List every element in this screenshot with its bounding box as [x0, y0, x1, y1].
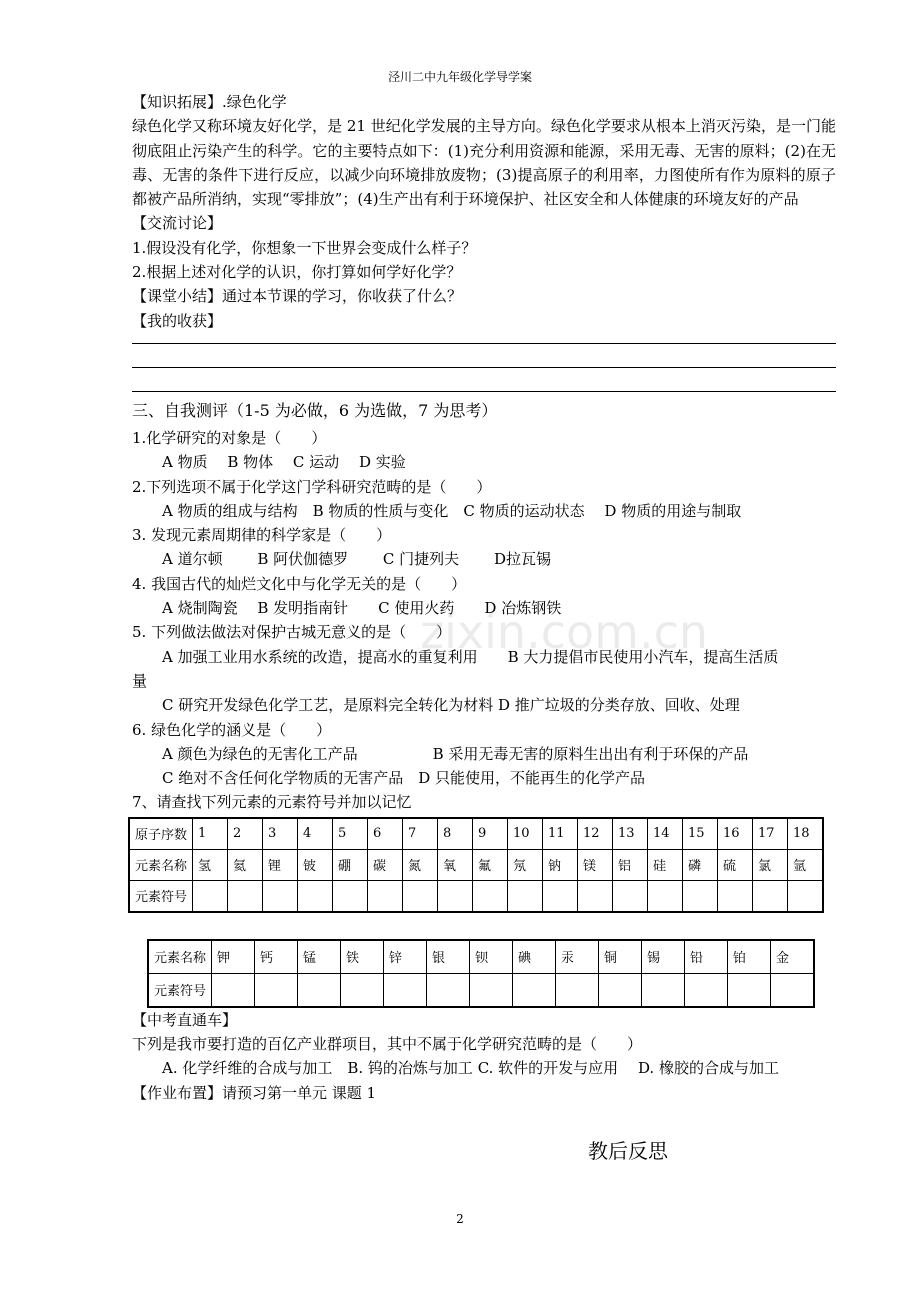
element-symbol-input-cell[interactable]	[685, 973, 728, 1007]
page-header: 泾川二中九年级化学导学案	[387, 70, 532, 84]
element-name-cell: 金	[771, 940, 815, 974]
element-symbol-input-cell[interactable]	[683, 880, 718, 912]
element-symbol-input-cell[interactable]	[255, 973, 298, 1007]
summary: 【课堂小结】通过本节课的学习，你收获了什么？	[132, 287, 463, 306]
knowledge-text: 绿色化学又称环境友好化学，是 21 世纪化学发展的主导方向。绿色化学要求从根本上消灭污染，是一门能彻底阻止污染产生的科学。它的主要特点如下：(1)充分利用资源和能源，采用无毒、无害的原料；(2)在无毒、无害的条件下进行反应，以减少向环境排放废物；(3)提高原子的利用率，力图使所有作为原料的原子都被产品所消纳，实现“零排放”；(4)生产出有利于环境保护、社区安全和人体健康的环境友好的产品	[132, 117, 836, 209]
question-2: 2.下列选项不属于化学这门学科研究范畴的是（ ）	[132, 477, 492, 496]
header-element-name: 元素名称	[129, 849, 193, 880]
exam-options: A. 化学纤维的合成与加工 B. 钨的冶炼与加工 C. 软件的开发与应用 D. 橡胶的合成与加工	[162, 1059, 779, 1078]
element-symbol-input-cell[interactable]	[599, 973, 642, 1007]
question-1: 1.化学研究的对象是（ ）	[132, 428, 327, 447]
element-name-cell: 氩	[788, 849, 824, 880]
element-name-cell: 磷	[683, 849, 718, 880]
element-name-cell: 氮	[403, 849, 438, 880]
exam-title: 【中考直通车】	[132, 1010, 238, 1029]
element-symbol-input-cell[interactable]	[771, 973, 815, 1007]
element-symbol-input-cell[interactable]	[263, 880, 298, 912]
element-name-cell: 氢	[193, 849, 228, 880]
element-name-cell: 镁	[578, 849, 613, 880]
element-symbol-input-cell[interactable]	[333, 880, 368, 912]
discussion-q1: 1.假设没有化学，你想象一下世界会变成什么样子？	[132, 238, 477, 257]
element-symbol-input-cell[interactable]	[368, 880, 403, 912]
question-6-options-a-b: A 颜色为绿色的无害化工产品 B 采用无毒无害的原料生出出有利于环保的产品	[162, 744, 749, 763]
element-symbol-input-cell[interactable]	[473, 880, 508, 912]
atomic-number-cell: 13	[613, 818, 648, 850]
test-title: 三、自我测评（1-5 为必做，6 为选做，7 为思考）	[132, 400, 498, 420]
element-symbol-input-cell[interactable]	[470, 973, 513, 1007]
question-4-options: A 烧制陶瓷 B 发明指南针 C 使用火药 D 冶炼钢铁	[162, 599, 562, 618]
element-symbol-input-cell[interactable]	[543, 880, 578, 912]
element-name-cell: 铜	[599, 940, 642, 974]
element-symbol-input-cell[interactable]	[193, 880, 228, 912]
question-5-options-c-d: C 研究开发绿色化学工艺，是原料完全转化为材料 D 推广垃圾的分类存放、回收、处理	[162, 696, 740, 715]
atomic-number-cell: 1	[193, 818, 228, 850]
element-name-cell: 钙	[255, 940, 298, 974]
element-name-cell: 铂	[728, 940, 771, 974]
element-symbol-input-cell[interactable]	[513, 973, 556, 1007]
atomic-number-cell: 6	[368, 818, 403, 850]
header-element-name: 元素名称	[148, 940, 212, 974]
element-name-cell: 碘	[513, 940, 556, 974]
element-name-cell: 硅	[648, 849, 683, 880]
element-symbol-input-cell[interactable]	[508, 880, 543, 912]
page-number: 2	[456, 1212, 464, 1226]
element-symbol-input-cell[interactable]	[384, 973, 427, 1007]
atomic-number-cell: 12	[578, 818, 613, 850]
header-element-symbol: 元素符号	[129, 880, 193, 912]
element-name-cell: 氧	[438, 849, 473, 880]
element-symbol-input-cell[interactable]	[298, 880, 333, 912]
question-6-options-c-d: C 绝对不含任何化学物质的无害产品 D 只能使用，不能再生的化学产品	[162, 769, 646, 788]
element-name-cell: 锡	[642, 940, 685, 974]
watermark: zixin.com.cn	[420, 605, 709, 659]
atomic-number-cell: 10	[508, 818, 543, 850]
question-3-options: A 道尔顿 B 阿伏伽德罗 C 门捷列夫 D拉瓦锡	[162, 550, 551, 569]
element-name-cell: 氦	[228, 849, 263, 880]
element-name-cell: 钡	[470, 940, 513, 974]
question-2-options: A 物质的组成与结构 B 物质的性质与变化 C 物质的运动状态 D 物质的用途与制取	[162, 501, 742, 520]
element-name-cell: 氟	[473, 849, 508, 880]
header-atomic-number: 原子序数	[129, 818, 193, 850]
discussion-title: 【交流讨论】	[132, 214, 223, 233]
atomic-number-cell: 2	[228, 818, 263, 850]
element-name-cell: 氖	[508, 849, 543, 880]
atomic-number-cell: 16	[718, 818, 753, 850]
answer-lines[interactable]	[132, 343, 836, 396]
harvest-title: 【我的收获】	[132, 311, 223, 330]
element-name-cell: 铅	[685, 940, 728, 974]
knowledge-title: 【知识拓展】.绿色化学	[132, 93, 287, 111]
element-symbol-input-cell[interactable]	[341, 973, 384, 1007]
element-name-cell: 铍	[298, 849, 333, 880]
atomic-number-cell: 11	[543, 818, 578, 850]
element-name-cell: 硼	[333, 849, 368, 880]
atomic-number-cell: 8	[438, 818, 473, 850]
element-symbol-input-cell[interactable]	[728, 973, 771, 1007]
element-name-cell: 锰	[298, 940, 341, 974]
element-symbol-input-cell[interactable]	[556, 973, 599, 1007]
element-name-cell: 硫	[718, 849, 753, 880]
element-symbol-input-cell[interactable]	[788, 880, 824, 912]
element-symbol-input-cell[interactable]	[648, 880, 683, 912]
question-1-options: A 物质 B 物体 C 运动 D 实验	[162, 453, 406, 472]
question-5-options-wrap: 量	[132, 671, 148, 690]
atomic-number-cell: 7	[403, 818, 438, 850]
question-3: 3. 发现元素周期律的科学家是（ ）	[132, 526, 392, 545]
atomic-number-cell: 3	[263, 818, 298, 850]
element-name-cell: 碳	[368, 849, 403, 880]
atomic-number-cell: 17	[753, 818, 788, 850]
element-name-cell: 锂	[263, 849, 298, 880]
exam-question: 下列是我市要打造的百亿产业群项目，其中不属于化学研究范畴的是（ ）	[132, 1035, 643, 1054]
atomic-number-cell: 14	[648, 818, 683, 850]
element-symbol-input-cell[interactable]	[403, 880, 438, 912]
reflection-title: 教后反思	[588, 1139, 668, 1163]
element-table-2	[147, 939, 815, 1008]
element-name-cell: 氯	[753, 849, 788, 880]
homework: 【作业布置】请预习第一单元 课题 1	[132, 1083, 377, 1102]
element-symbol-input-cell[interactable]	[438, 880, 473, 912]
element-table-1	[128, 817, 824, 913]
element-symbol-input-cell[interactable]	[718, 880, 753, 912]
element-name-cell: 铝	[613, 849, 648, 880]
element-name-cell: 银	[427, 940, 470, 974]
element-symbol-input-cell[interactable]	[613, 880, 648, 912]
element-symbol-input-cell[interactable]	[578, 880, 613, 912]
question-6: 6. 绿色化学的涵义是（ ）	[132, 720, 332, 739]
header-element-symbol: 元素符号	[148, 973, 212, 1007]
element-name-cell: 锌	[384, 940, 427, 974]
element-symbol-input-cell[interactable]	[642, 973, 685, 1007]
question-4: 4. 我国古代的灿烂文化中与化学无关的是（ ）	[132, 574, 467, 593]
question-5: 5. 下列做法做法对保护古城无意义的是（ ）	[132, 623, 452, 642]
element-symbol-input-cell[interactable]	[212, 973, 255, 1007]
atomic-number-cell: 9	[473, 818, 508, 850]
discussion-q2: 2.根据上述对化学的认识，你打算如何学好化学？	[132, 263, 462, 282]
question-7: 7、请查找下列元素的元素符号并加以记忆	[132, 793, 412, 812]
element-symbol-input-cell[interactable]	[753, 880, 788, 912]
atomic-number-cell: 15	[683, 818, 718, 850]
element-symbol-input-cell[interactable]	[228, 880, 263, 912]
element-name-cell: 铁	[341, 940, 384, 974]
element-name-cell: 钾	[212, 940, 255, 974]
element-name-cell: 汞	[556, 940, 599, 974]
question-5-options-a-b: A 加强工业用水系统的改造，提高水的重复利用 B 大力提倡市民使用小汽车，提高生活质	[162, 647, 779, 666]
element-name-cell: 钠	[543, 849, 578, 880]
atomic-number-cell: 18	[788, 818, 824, 850]
atomic-number-cell: 4	[298, 818, 333, 850]
element-symbol-input-cell[interactable]	[427, 973, 470, 1007]
element-symbol-input-cell[interactable]	[298, 973, 341, 1007]
atomic-number-cell: 5	[333, 818, 368, 850]
